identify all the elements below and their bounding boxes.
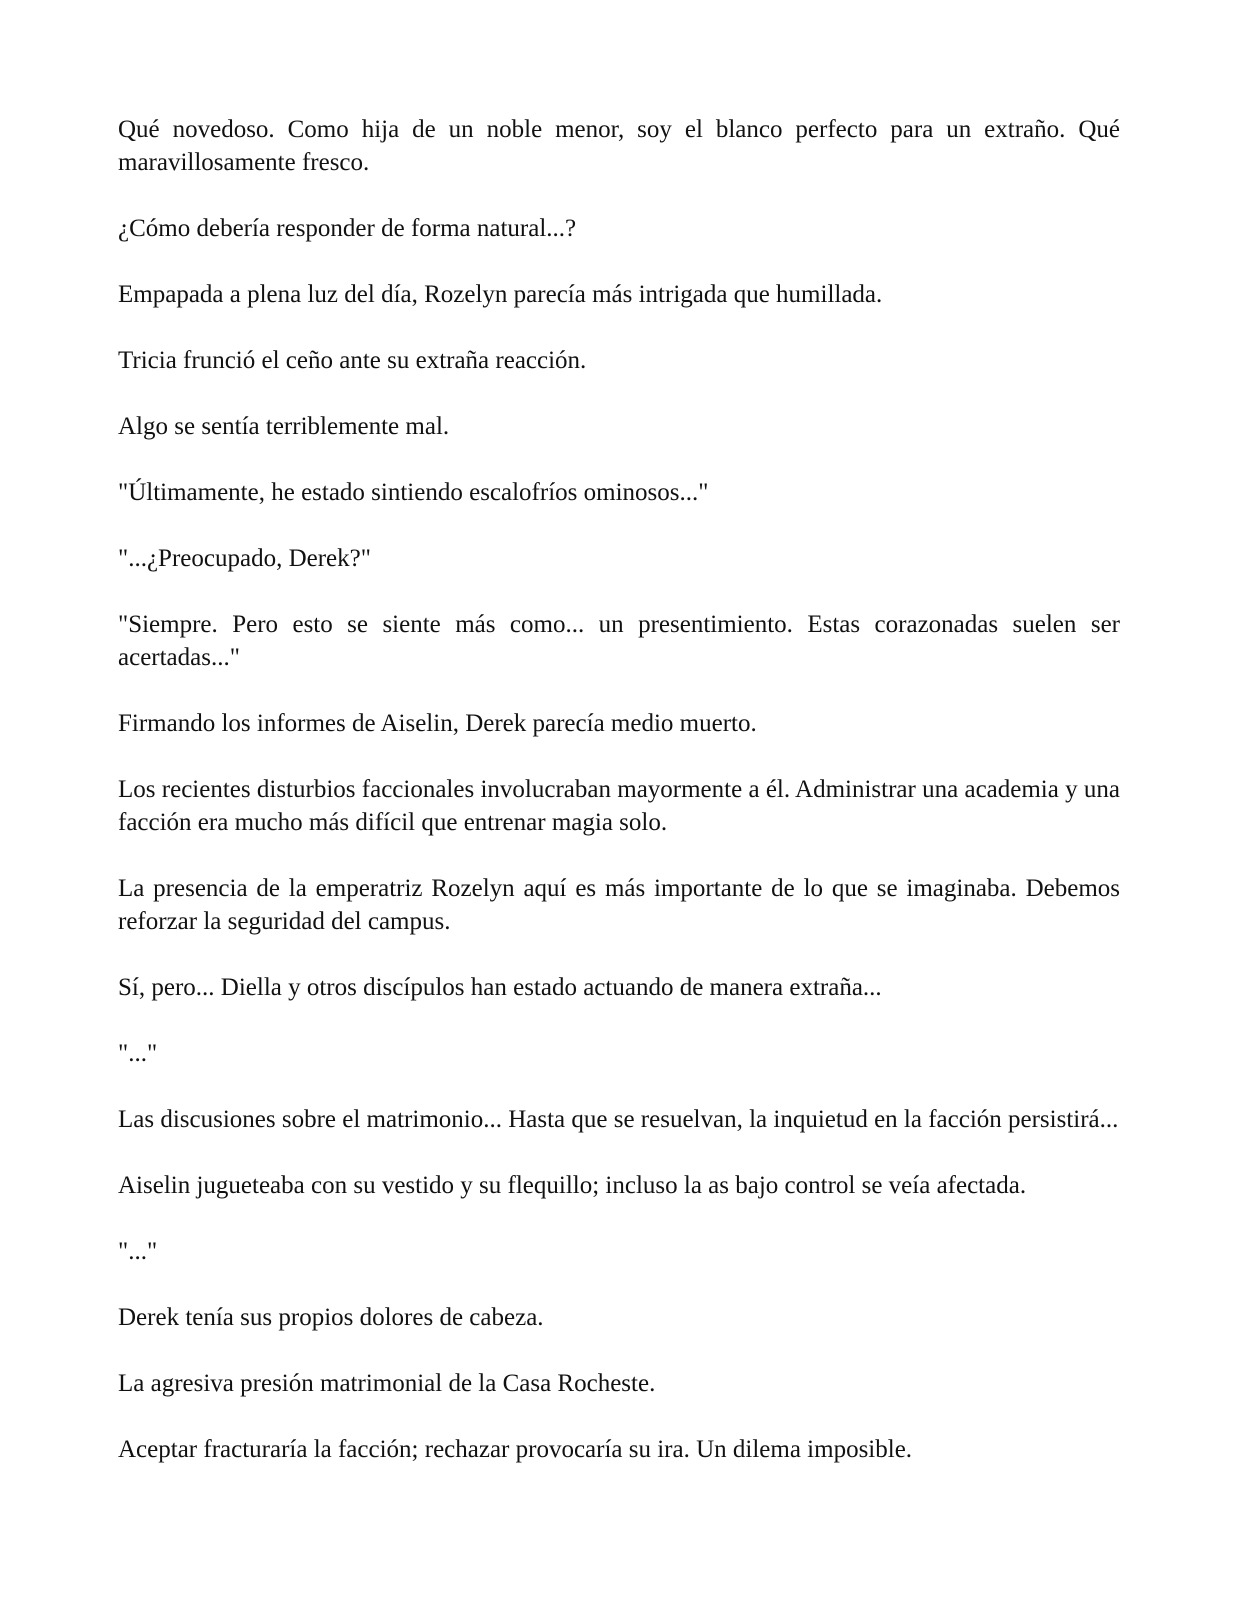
paragraph: "..."	[118, 1238, 158, 1265]
paragraph: Algo se sentía terriblemente mal.	[118, 413, 450, 440]
document-page	[118, 113, 1120, 1499]
paragraph: Qué novedoso. Como hija de un noble menor, soy el blanco perfecto para un extraño. Qué maravillosamente fresco.	[118, 116, 1120, 176]
paragraph: La presencia de la emperatriz Rozelyn aquí es más importante de lo que se imaginaba. Debemos reforzar la seguridad del campus.	[118, 875, 1120, 935]
paragraph: Empapada a plena luz del día, Rozelyn parecía más intrigada que humillada.	[118, 281, 883, 308]
paragraph: Los recientes disturbios faccionales involucraban mayormente a él. Administrar una academia y una facción era mucho más difícil que entrenar magia solo.	[118, 776, 1120, 836]
paragraph: Las discusiones sobre el matrimonio... Hasta que se resuelvan, la inquietud en la facción persistirá...	[118, 1106, 1119, 1133]
paragraph: ¿Cómo debería responder de forma natural...?	[118, 215, 577, 242]
paragraph: Firmando los informes de Aiselin, Derek parecía medio muerto.	[118, 710, 757, 737]
paragraph: Derek tenía sus propios dolores de cabeza.	[118, 1304, 544, 1331]
paragraph: "...¿Preocupado, Derek?"	[118, 545, 371, 572]
paragraph: Tricia frunció el ceño ante su extraña reacción.	[118, 347, 587, 374]
paragraph: "..."	[118, 1040, 158, 1067]
paragraph: "Siempre. Pero esto se siente más como... un presentimiento. Estas corazonadas suelen ser acertadas..."	[118, 611, 1120, 671]
paragraph: Sí, pero... Diella y otros discípulos han estado actuando de manera extraña...	[118, 974, 882, 1001]
paragraph: Aceptar fracturaría la facción; rechazar provocaría su ira. Un dilema imposible.	[118, 1436, 913, 1463]
paragraph: La agresiva presión matrimonial de la Casa Rocheste.	[118, 1370, 656, 1397]
paragraph: "Últimamente, he estado sintiendo escalofríos ominosos..."	[118, 479, 709, 506]
paragraph: Aiselin jugueteaba con su vestido y su flequillo; incluso la as bajo control se veía afectada.	[118, 1172, 1027, 1199]
